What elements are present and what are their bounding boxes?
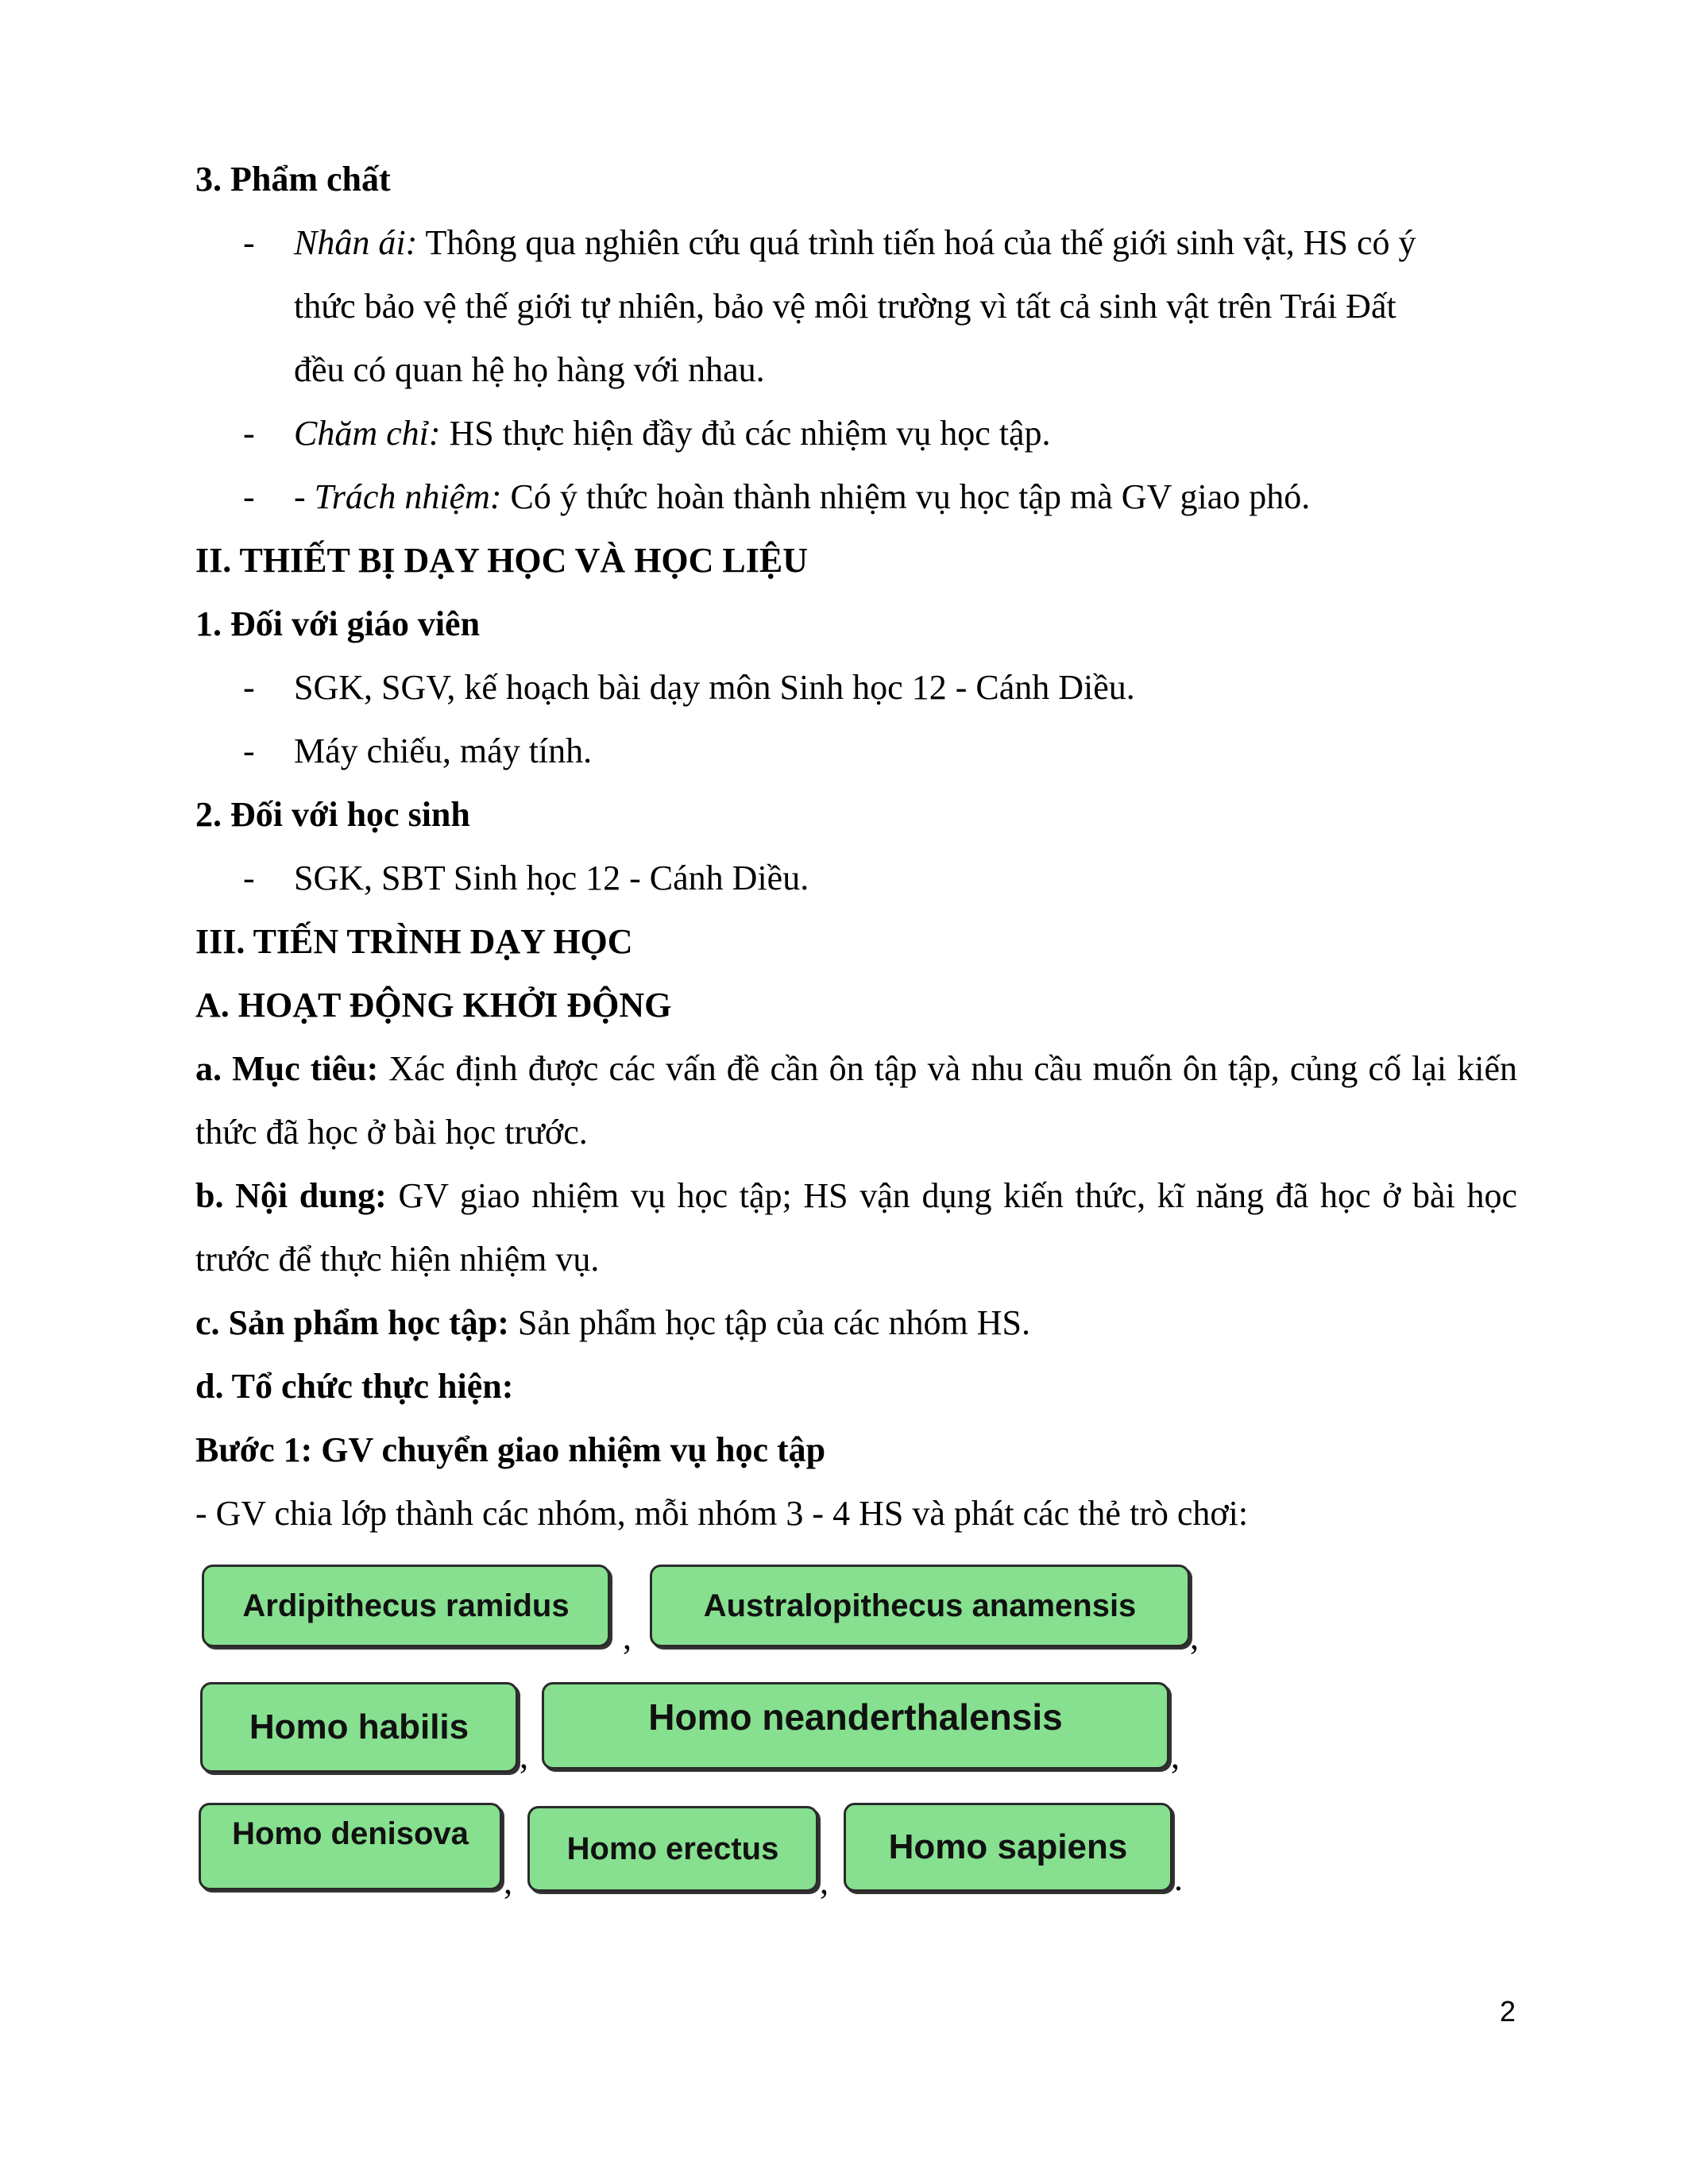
subheading-giao-vien: 1. Đối với giáo viên (195, 604, 481, 643)
bullet-dash: - (243, 731, 255, 770)
bullet-dash: - (243, 668, 255, 707)
separator-comma: , (520, 1737, 528, 1776)
item-text-line2: thức bảo vệ thế giới tự nhiên, bảo vệ môi trường vì tất cả sinh vật trên Trái Đất (294, 287, 1396, 326)
paragraph-to-chuc: d. Tổ chức thực hiện: (195, 1367, 514, 1406)
subheading-hoc-sinh: 2. Đối với học sinh (195, 795, 470, 834)
part-heading-khoi-dong: A. HOẠT ĐỘNG KHỞI ĐỘNG (195, 986, 672, 1024)
list-item-cham-chi (294, 402, 1517, 465)
section-heading-thiet-bi: II. THIẾT BỊ DẠY HỌC VÀ HỌC LIỆU (195, 541, 809, 580)
list-item-student-1: SGK, SBT Sinh học 12 - Cánh Diều. (294, 859, 809, 897)
paragraph-muc-tieu (195, 1037, 1517, 1164)
item-prefix: - (294, 477, 315, 516)
bullet-dash: - (243, 859, 255, 897)
separator-period: . (1174, 1859, 1183, 1898)
item-label: Nhân ái: (294, 223, 418, 262)
game-card: Ardipithecus ramidus (202, 1565, 610, 1647)
list-item-nhan-ai (294, 211, 1517, 402)
game-card: Homo sapiens (844, 1803, 1172, 1892)
game-card: Homo neanderthalensis (542, 1682, 1169, 1769)
game-card: Homo denisova (199, 1803, 502, 1890)
section-heading-tien-trinh: III. TIẾN TRÌNH DẠY HỌC (195, 922, 633, 961)
separator-comma: , (1171, 1737, 1180, 1776)
list-item-trach-nhiem (294, 465, 1517, 529)
para-label: a. Mục tiêu: (195, 1049, 379, 1088)
separator-comma: , (623, 1618, 632, 1657)
section-heading-pham-chat: 3. Phẩm chất (195, 160, 391, 199)
separator-comma: , (504, 1862, 512, 1901)
bullet-dash: - (243, 223, 255, 262)
game-card: Homo erectus (527, 1806, 818, 1892)
game-card: Homo habilis (200, 1682, 518, 1773)
paragraph-noi-dung (195, 1164, 1517, 1291)
bullet-dash: - (243, 477, 255, 516)
game-card: Australopithecus anamensis (650, 1565, 1190, 1647)
item-label: Trách nhiệm: (314, 477, 502, 516)
para-label: c. Sản phẩm học tập: (195, 1303, 509, 1342)
para-text: Xác định được các vấn đề cần ôn tập và nhu cầu muốn ôn tập, củng cố lại kiến thức đã học ở bài học trước. (195, 1049, 1517, 1152)
bullet-dash: - (243, 414, 255, 453)
list-item-teacher-2: Máy chiếu, máy tính. (294, 731, 593, 770)
paragraph-san-pham (195, 1299, 1030, 1347)
para-text: Sản phẩm học tập của các nhóm HS. (508, 1303, 1030, 1342)
list-item-teacher-1: SGK, SGV, kế hoạch bài dạy môn Sinh học 12 - Cánh Diều. (294, 668, 1135, 707)
item-text: Thông qua nghiên cứu quá trình tiến hoá của thế giới sinh vật, HS có ý (417, 223, 1416, 262)
para-label: b. Nội dung: (195, 1176, 387, 1215)
para-text: GV giao nhiệm vụ học tập; HS vận dụng kiến thức, kĩ năng đã học ở bài học trước để thực hiện nhiệm vụ. (195, 1176, 1517, 1279)
item-label: Chăm chỉ: (294, 414, 441, 453)
item-text: Có ý thức hoàn thành nhiệm vụ học tập mà GV giao phó. (501, 477, 1311, 516)
item-text-line3: đều có quan hệ họ hàng với nhau. (294, 350, 765, 389)
separator-comma: , (820, 1862, 829, 1901)
step-text: - GV chia lớp thành các nhóm, mỗi nhóm 3 - 4 HS và phát các thẻ trò chơi: (195, 1494, 1249, 1533)
separator-comma: , (1190, 1618, 1199, 1657)
step-heading-buoc-1: Bước 1: GV chuyển giao nhiệm vụ học tập (195, 1430, 826, 1469)
item-text: HS thực hiện đầy đủ các nhiệm vụ học tập. (440, 414, 1051, 453)
page-number: 2 (1500, 1995, 1516, 2028)
